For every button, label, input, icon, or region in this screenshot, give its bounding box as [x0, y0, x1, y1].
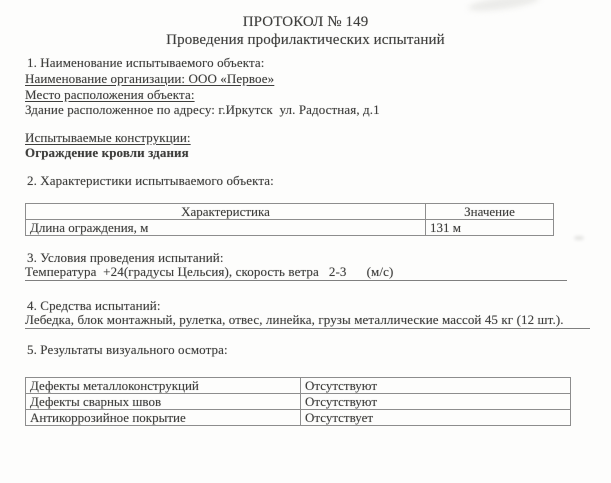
characteristic-column-header: Характеристика: [26, 204, 426, 220]
location-label: Место расположения объекта:: [25, 87, 195, 102]
table-row: [26, 378, 571, 394]
section4-heading: 4. Средства испытаний:: [27, 298, 161, 313]
table-row: [26, 220, 554, 236]
defect-type-cell: Антикоррозийное покрытие: [26, 410, 301, 426]
defect-type-cell: Дефекты сварных швов: [26, 394, 301, 410]
scan-smudge-artifact: [468, 0, 541, 14]
section3-heading: 3. Условия проведения испытаний:: [27, 250, 224, 265]
table-row: [26, 394, 571, 410]
conditions-line: Температура +24(градусы Цельсия), скорость ветра 2-3 (м/с): [25, 264, 567, 281]
document-subtitle: Проведения профилактических испытаний: [166, 32, 445, 48]
defect-type-cell: Дефекты металлоконструкций: [26, 378, 301, 394]
table-row: [26, 410, 571, 426]
value-cell: 131 м: [426, 220, 554, 236]
table-header-row: [26, 204, 554, 220]
scan-speck-artifact: [574, 236, 584, 240]
section5-heading: 5. Результаты визуального осмотра:: [27, 342, 228, 357]
structures-value: Ограждение кровли здания: [25, 145, 189, 160]
section1-heading: 1. Наименование испытываемого объекта:: [27, 55, 265, 70]
section2-heading: 2. Характеристики испытываемого объекта:: [27, 173, 274, 188]
address-line: Здание расположенное по адресу: г.Иркутск ул. Радостная, д.1: [25, 102, 380, 117]
organization-line: Наименование организации: ООО «Первое»: [25, 71, 275, 86]
visual-inspection-table: [25, 377, 571, 426]
equipment-line: Лебедка, блок монтажный, рулетка, отвес, линейка, грузы металлические массой 45 кг (12 шт.).: [25, 312, 590, 329]
defect-result-cell: Отсутствуют: [301, 378, 571, 394]
characteristics-table: [25, 203, 554, 236]
defect-result-cell: Отсутствуют: [301, 394, 571, 410]
value-column-header: Значение: [426, 204, 554, 220]
structures-label: Испытываемые конструкции:: [25, 130, 191, 145]
defect-result-cell: Отсутствует: [301, 410, 571, 426]
document-title: ПРОТОКОЛ № 149: [242, 14, 369, 30]
characteristic-cell: Длина ограждения, м: [26, 220, 426, 236]
